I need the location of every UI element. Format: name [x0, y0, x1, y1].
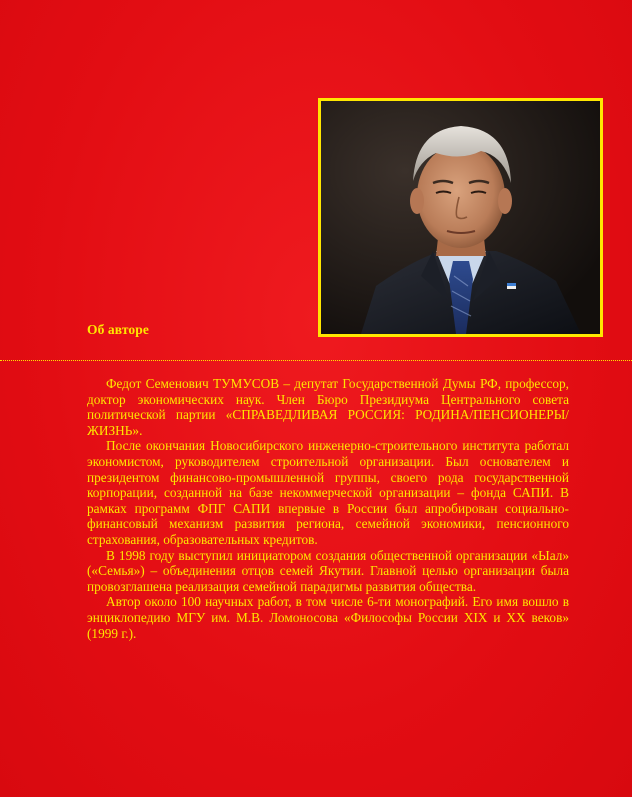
biography-paragraph: Автор около 100 научных работ, в том числе 6-ти монографий. Его имя вошло в энциклопедию МГУ им. М.В. Ломоносова «Философы России XIX и XX веков» (1999 г.).	[87, 594, 569, 641]
author-portrait	[318, 98, 603, 337]
dotted-divider	[0, 360, 632, 361]
portrait-image	[321, 101, 600, 334]
biography-paragraph: В 1998 году выступил инициатором создания общественной организации «Ыал» («Семья») – объединения отцов семей Якутии. Главной целью организации была провозглашена реализация семейной парадигмы развития общества.	[87, 547, 569, 594]
section-title: Об авторе	[87, 322, 149, 337]
biography-paragraph: Федот Семенович ТУМУСОВ – депутат Государственной Думы РФ, профессор, доктор экономических наук. Член Бюро Президиума Центрального совета политической партии «СПРАВЕДЛИВАЯ РОССИЯ: РОДИНА/ПЕНСИОНЕРЫ/ЖИЗНЬ».	[87, 376, 569, 438]
biography-paragraph: После окончания Новосибирского инженерно-строительного института работал экономистом, руководителем строительной организации. Был основателем и президентом финансово-промышленной группы, своего рода государственной корпорации, созданной на базе некоммерческой организации – фонда САПИ. В рамках программ ФПГ САПИ впервые в России был апробирован социально-финансовый механизм развития региона, семейной экономики, пенсионного страхования, образовательных кредитов.	[87, 438, 569, 547]
author-biography	[87, 376, 569, 641]
